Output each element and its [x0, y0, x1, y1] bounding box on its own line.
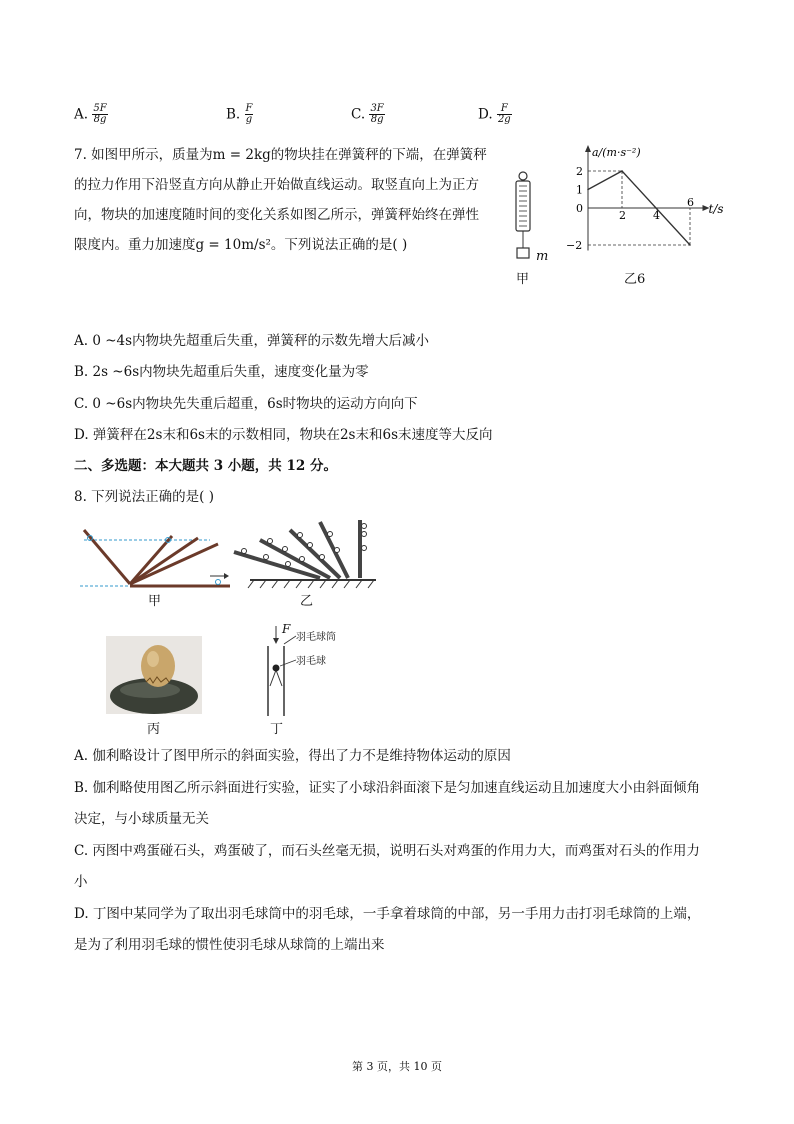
- tube-label: 羽毛球筒: [296, 632, 336, 643]
- page-footer: 第 3 页，共 10 页: [352, 1060, 442, 1073]
- shuttlecock: [273, 665, 280, 672]
- fraction: $\frac{5F}{8g}$: [93, 103, 107, 125]
- q8-caption-yi: 乙: [300, 594, 314, 609]
- figure-caption-jia: 甲: [516, 272, 530, 287]
- q8-caption-ding: 丁: [270, 722, 284, 737]
- x-tick-label: 2: [619, 209, 626, 222]
- mass-block: [517, 248, 529, 258]
- y-tick-label: 0: [576, 202, 583, 215]
- q6-option-b: B. $\frac{F}{g}$: [226, 103, 253, 125]
- egg-on-stone-photo: [106, 636, 202, 714]
- right-incline-shallow: [130, 544, 218, 584]
- q8-option-b: B. 伽利略使用图乙所示斜面进行实验，证实了小球沿斜面滚下是匀加速直线运动且加速度大小由斜面倾角: [74, 780, 701, 796]
- spring-scale-figure: [506, 168, 566, 288]
- y-tick-label: 2: [576, 165, 583, 178]
- force-label: F: [282, 622, 291, 636]
- data-point: [689, 244, 691, 246]
- q8-option-d: D. 丁图中某同学为了取出羽毛球筒中的羽毛球，一手拿着球筒的中部，另一手用力击打羽毛球筒的上端，: [74, 906, 701, 922]
- shuttle-label: 羽毛球: [296, 656, 326, 667]
- q7-stem-line-3: 向，物块的加速度随时间的变化关系如图乙所示，弹簧秤始终在弹性: [74, 207, 479, 223]
- q6-option-c: C. $\frac{3F}{8g}$: [351, 103, 384, 125]
- data-point: [587, 189, 589, 191]
- section-heading: 二、多选题：本大题共 3 小题，共 12 分。: [74, 458, 337, 474]
- y-axis-arrow: [585, 145, 591, 152]
- galileo-incline-figure: [80, 526, 230, 592]
- ball-on-plane: [216, 580, 221, 585]
- x-tick-label: 6: [687, 196, 694, 209]
- y-tick-label: −2: [566, 239, 583, 252]
- left-incline: [84, 530, 130, 584]
- y-axis-label: a/(m·s⁻²): [592, 146, 641, 159]
- y-tick-label: 1: [576, 183, 583, 197]
- egg-highlight: [147, 651, 159, 667]
- fraction: $\frac{F}{2g}$: [497, 103, 511, 125]
- shuttle-feather-right: [276, 670, 282, 686]
- q7-option-c: C. 0 ~6s内物块先失重后超重，6s时物块的运动方向向下: [74, 396, 418, 412]
- q7-option-a: A. 0 ~4s内物块先超重后失重，弹簧秤的示数先增大后减小: [74, 333, 430, 349]
- q7-option-b: B. 2s ~6s内物块先超重后失重，速度变化量为零: [74, 364, 369, 380]
- fraction: $\frac{F}{g}$: [245, 103, 253, 125]
- x-tick-label: 4: [653, 209, 660, 222]
- shuttle-feather-left: [270, 670, 276, 686]
- figure-caption-yi-6: 乙6: [624, 272, 646, 287]
- q8-option-c: C. 丙图中鸡蛋碰石头，鸡蛋破了，而石头丝毫无损，说明石头对鸡蛋的作用力大，而鸡蛋对石头的作用力: [74, 843, 700, 859]
- q8-caption-bing: 丙: [147, 722, 161, 737]
- acceleration-time-chart: [560, 140, 740, 270]
- q7-stem-line-2: 的拉力作用下沿竖直方向从静止开始做直线运动。取竖直向上为正方: [74, 177, 479, 193]
- mass-label: m: [536, 249, 549, 264]
- q8-stem: 8. 下列说法正确的是( ): [74, 489, 214, 505]
- force-arrow-head: [273, 638, 279, 644]
- q7-stem-line-4: 限度内。重力加速度g = 10m/s²。下列说法正确的是( ): [74, 237, 408, 253]
- q8-option-d-cont: 是为了利用羽毛球的惯性使羽毛球从球筒的上端出来: [74, 937, 385, 953]
- data-point: [621, 170, 623, 172]
- q7-option-d: D. 弹簧秤在2s末和6s末的示数相同，物块在2s末和6s末速度等大反向: [74, 427, 493, 443]
- arrow-head: [224, 573, 229, 579]
- egg: [141, 645, 175, 687]
- fraction: $\frac{3F}{8g}$: [370, 103, 384, 125]
- inclines-various-angles-figure: [230, 518, 380, 590]
- q8-caption-jia: 甲: [148, 594, 162, 609]
- hook-ring: [519, 172, 527, 180]
- q7-stem-line-1: 7. 如图甲所示，质量为m = 2kg的物块挂在弹簧秤的下端，在弹簧秤: [74, 147, 487, 163]
- q8-option-a: A. 伽利略设计了图甲所示的斜面实验，得出了力不是维持物体运动的原因: [74, 748, 511, 764]
- q6-option-a: A. $\frac{5F}{8g}$: [74, 103, 107, 125]
- x-axis-label: t/s: [708, 202, 724, 216]
- q6-option-d: D. $\frac{F}{2g}$: [478, 103, 511, 125]
- q8-option-c-cont: 小: [74, 874, 88, 890]
- q8-option-b-cont: 决定，与小球质量无关: [74, 811, 209, 827]
